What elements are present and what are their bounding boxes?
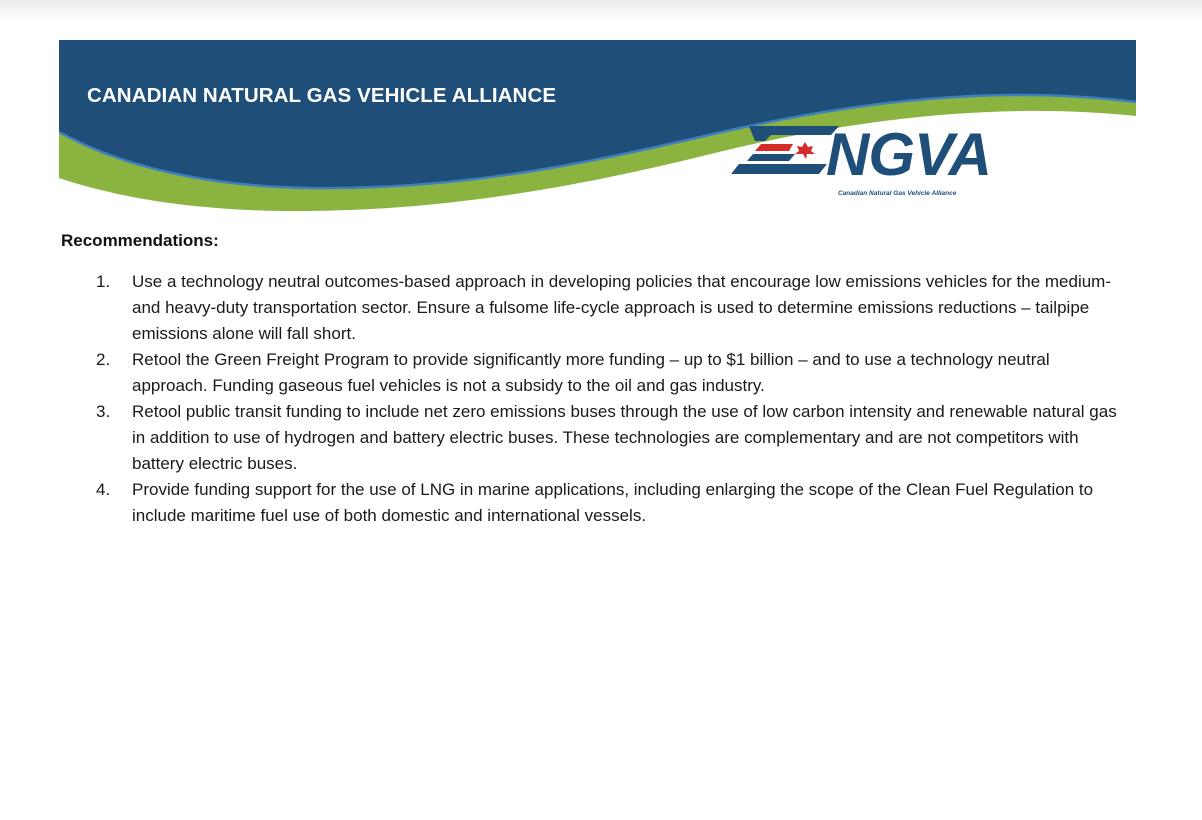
list-item bbox=[61, 477, 1117, 529]
list-item-number: 4. bbox=[96, 480, 111, 499]
list-item bbox=[61, 399, 1117, 477]
section-heading: Recommendations: bbox=[61, 231, 219, 250]
recommendations-section bbox=[61, 228, 1131, 529]
logo-wordmark: NGVA bbox=[826, 121, 991, 188]
page-top-shadow bbox=[0, 0, 1202, 22]
recommendations-list bbox=[61, 269, 1131, 529]
cngva-logo bbox=[731, 121, 1041, 204]
list-item-number: 1. bbox=[96, 272, 111, 291]
list-item-number: 3. bbox=[96, 402, 111, 421]
list-item-text: Use a technology neutral outcomes-based approach in developing policies that encourage low emissions vehicles for the medium- and heavy-duty transportation sector. Ensure a fulsome life-cycle approach is used to determine emissions reductions – tailpipe emissions alone will fall short. bbox=[132, 272, 1111, 343]
list-item-text: Provide funding support for the use of LNG in marine applications, including enlarging the scope of the Clean Fuel Regulation to include maritime fuel use of both domestic and international vessels. bbox=[132, 480, 1094, 525]
list-item bbox=[61, 347, 1117, 399]
logo-subtitle: Canadian Natural Gas Vehicle Alliance bbox=[838, 190, 957, 197]
list-item-text: Retool public transit funding to include net zero emissions buses through the use of low carbon intensity and renewable natural gas in addition to use of hydrogen and battery electric buses. These technologies are complementary and are not competitors with battery electric buses. bbox=[132, 402, 1117, 473]
header-banner bbox=[59, 40, 1136, 215]
list-item-text: Retool the Green Freight Program to provide significantly more funding – up to $1 billion – and to use a technology neutral approach. Funding gaseous fuel vehicles is not a subsidy to the oil and gas industry. bbox=[132, 350, 1050, 395]
logo-mark-icon bbox=[731, 126, 841, 174]
organization-title: CANADIAN NATURAL GAS VEHICLE ALLIANCE bbox=[87, 84, 557, 107]
list-item bbox=[61, 269, 1117, 347]
list-item-number: 2. bbox=[96, 350, 111, 369]
